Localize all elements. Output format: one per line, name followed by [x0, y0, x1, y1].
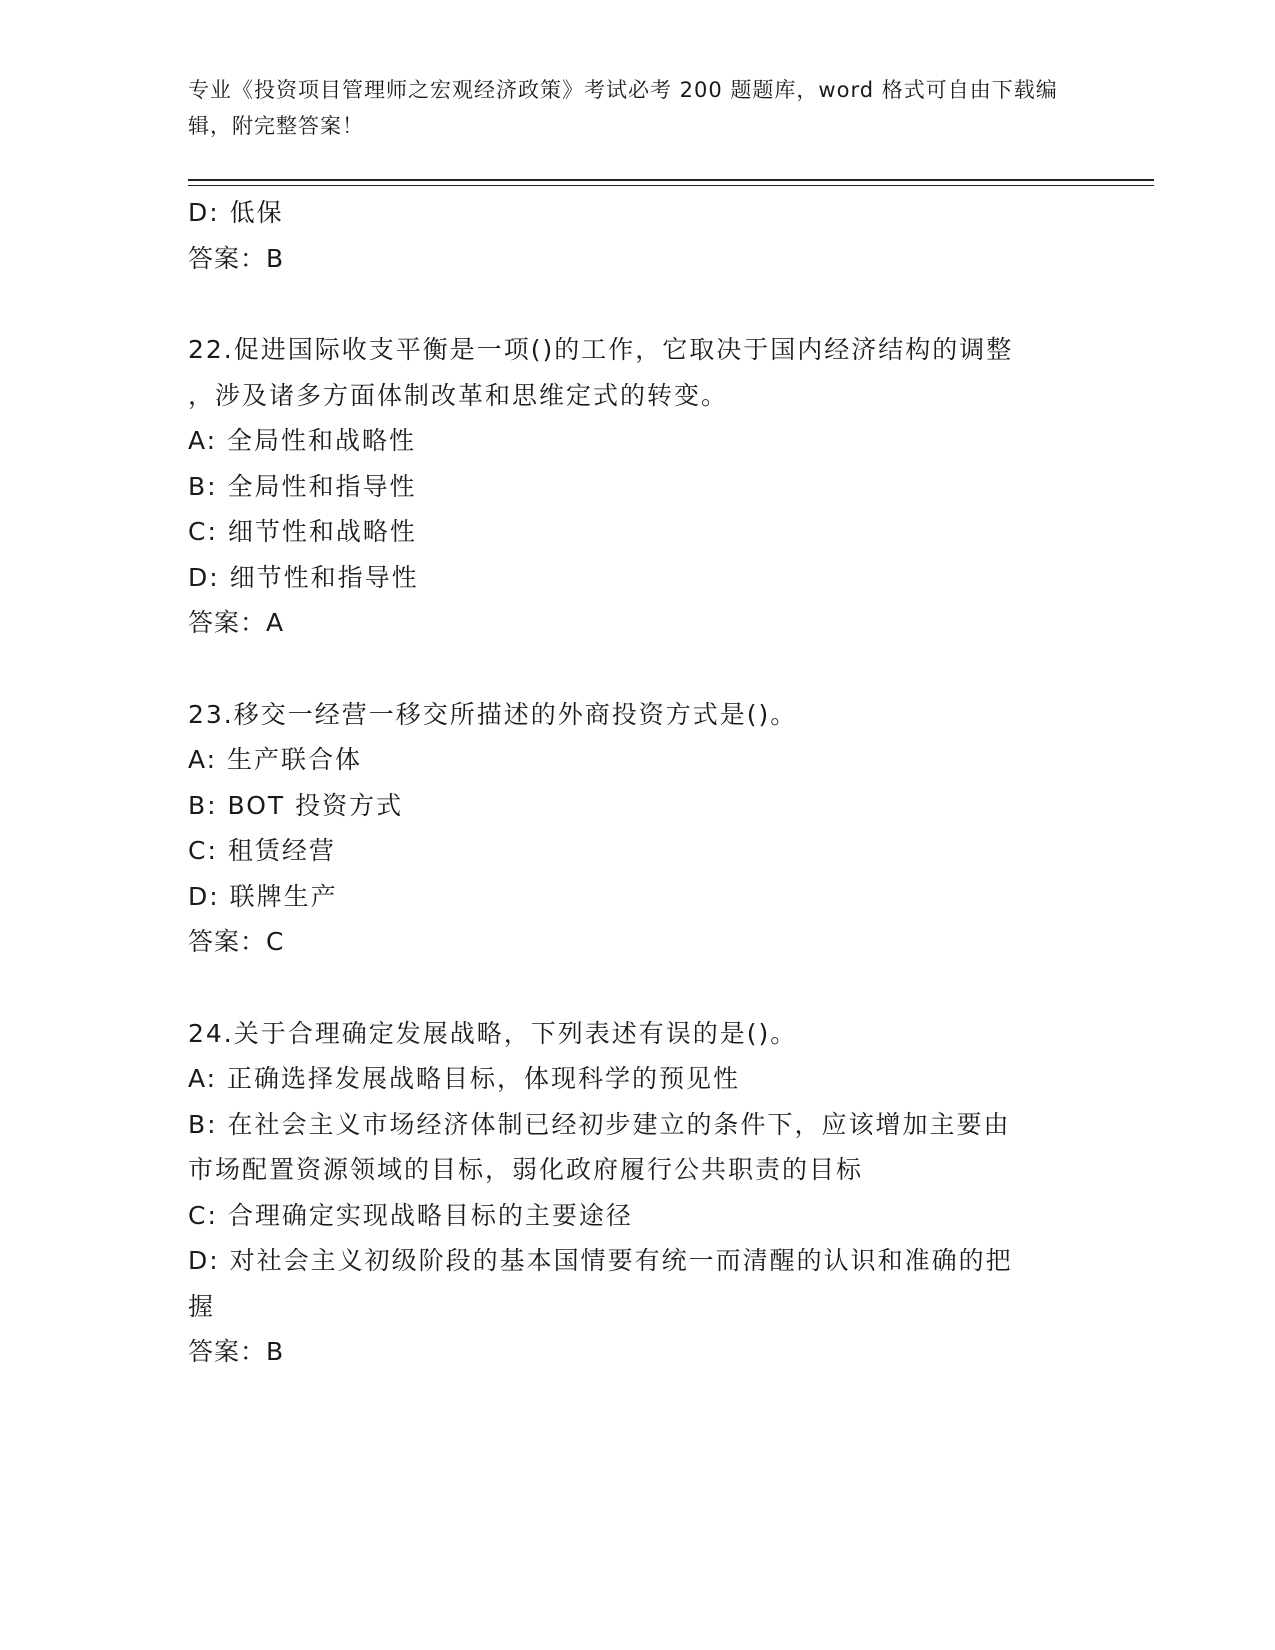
header-rule-thick: [188, 179, 1154, 181]
option-a: A: 正确选择发展战略目标，体现科学的预见性: [188, 1064, 741, 1093]
question-stem-line: 22.促进国际收支平衡是一项()的工作，它取决于国内经济结构的调整: [188, 335, 1014, 364]
option-d: D: 对社会主义初级阶段的基本国情要有统一而清醒的认识和准确的把: [188, 1246, 1013, 1275]
option-d-continued: 握: [188, 1291, 216, 1321]
option-a: A: 全局性和战略性: [188, 426, 417, 455]
question-24: [188, 1011, 1088, 1375]
option-b: B: 在社会主义市场经济体制已经初步建立的条件下，应该增加主要由: [188, 1109, 1011, 1139]
option-d: D: 细节性和指导性: [188, 562, 419, 592]
question-stem-line: 24.关于合理确定发展战略，下列表述有误的是()。: [188, 1018, 798, 1048]
option-b: B: 全局性和指导性: [188, 471, 417, 501]
answer: 答案：B: [188, 1337, 285, 1366]
option-a: A: 生产联合体: [188, 745, 363, 774]
option-c: C: 租赁经营: [188, 836, 336, 865]
question-stem-line: ，涉及诸多方面体制改革和思维定式的转变。: [188, 380, 729, 410]
prev-option-d: D: 低保: [188, 198, 284, 227]
question-23: [188, 692, 1088, 965]
option-b-continued: 市场配置资源领域的目标，弱化政府履行公共职责的目标: [188, 1155, 864, 1184]
header-rule-thin: [188, 185, 1154, 186]
option-b: B: BOT 投资方式: [188, 790, 404, 820]
question-22: [188, 327, 1088, 646]
answer: 答案：A: [188, 608, 285, 637]
question-stem-line: 23.移交一经营一移交所描述的外商投资方式是()。: [188, 699, 798, 729]
option-c: C: 细节性和战略性: [188, 517, 417, 546]
header-text: 专业《投资项目管理师之宏观经济政策》考试必考 200 题题库，word 格式可自由下载编辑，附完整答案！: [188, 78, 1058, 138]
option-c: C: 合理确定实现战略目标的主要途径: [188, 1200, 633, 1230]
prev-answer: 答案：B: [188, 243, 285, 273]
document-header: [188, 72, 1088, 144]
question-list: [188, 190, 1088, 1421]
answer: 答案：C: [188, 927, 285, 956]
option-d: D: 联牌生产: [188, 881, 338, 911]
